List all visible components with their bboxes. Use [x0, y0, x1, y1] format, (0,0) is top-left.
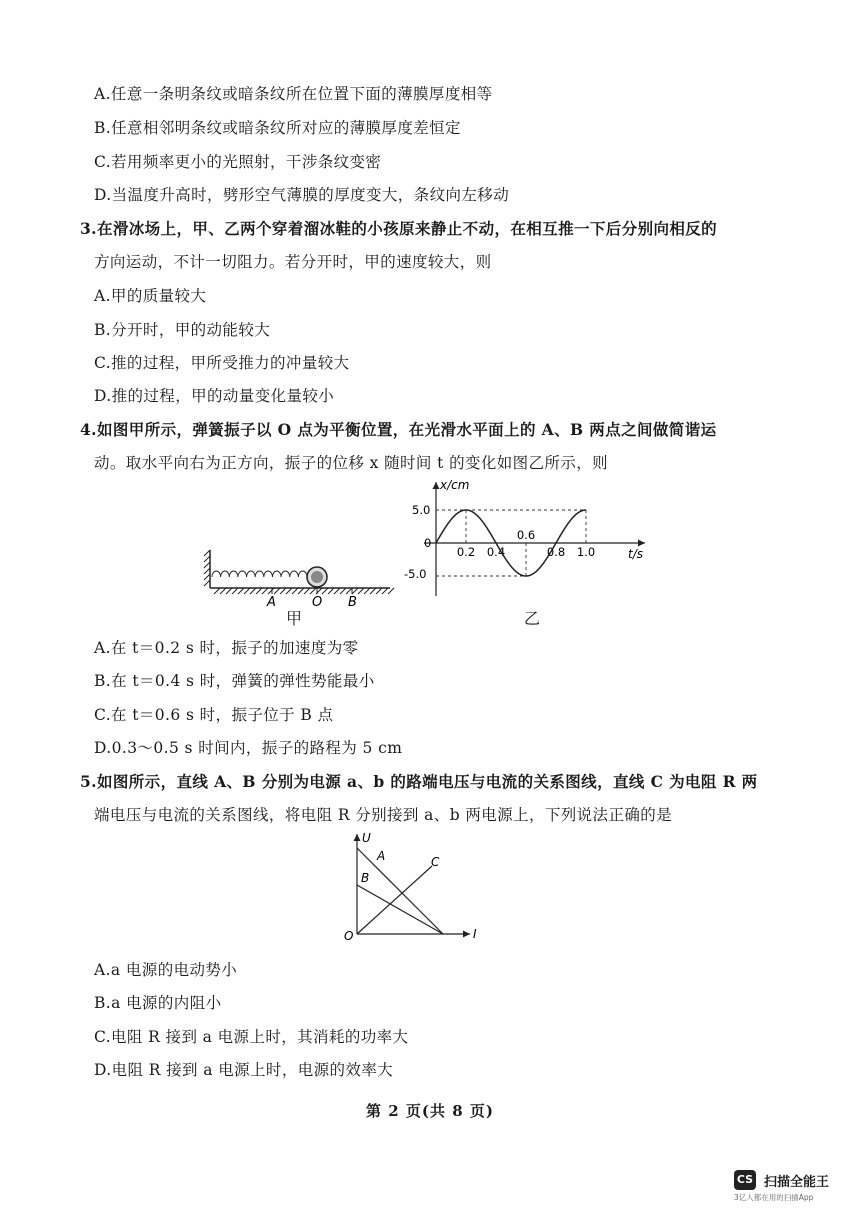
label-o: O [312, 595, 323, 610]
x-axis-label: t/s [628, 547, 643, 561]
q4-option-c: C.在 t＝0.6 s 时，振子位于 B 点 [94, 706, 334, 724]
q5-option-d: D.电阻 R 接到 a 电源上时，电源的效率大 [94, 1061, 394, 1079]
q5-option-b: B.a 电源的内阻小 [94, 994, 222, 1012]
y-tick-top: 5.0 [412, 503, 431, 517]
q5-option-a: A.a 电源的电动势小 [94, 961, 238, 979]
scanner-watermark [734, 1170, 844, 1203]
q2-option-b: B.任意相邻明条纹或暗条纹所对应的薄膜厚度差恒定 [94, 119, 461, 137]
y-axis-label: x/cm [440, 478, 470, 492]
q4-stem-line2: 动。取水平向右为正方向，振子的位移 x 随时间 t 的变化如图乙所示，则 [94, 454, 609, 472]
x-tick-label: 1.0 [576, 545, 596, 559]
line-c-label: C [431, 855, 440, 869]
line-b [357, 885, 443, 934]
q3-stem-line1: 3.在滑冰场上，甲、乙两个穿着溜冰鞋的小孩原来静止不动，在相互推一下后分别向相反的 [80, 219, 718, 238]
q3-stem-line2: 方向运动，不计一切阻力。若分开时，甲的速度较大，则 [94, 253, 492, 271]
x-tick-label: 0.4 [486, 545, 506, 559]
label-b: B [348, 595, 357, 610]
page-number: 第 2 页(共 8 页) [366, 1102, 494, 1120]
q2-option-c: C.若用频率更小的光照射，干涉条纹变密 [94, 153, 382, 171]
u-axis-label: U [362, 831, 371, 845]
x-tick-label: 0.8 [546, 545, 566, 559]
i-axis-label: I [473, 927, 477, 941]
q3-option-b: B.分开时，甲的动能较大 [94, 321, 271, 339]
line-b-label: B [361, 871, 370, 885]
q2-option-a: A.任意一条明条纹或暗条纹所在位置下面的薄膜厚度相等 [94, 85, 493, 103]
q5-stem-line1: 5.如图所示，直线 A、B 分别为电源 a、b 的路端电压与电流的关系图线，直线 C 为电阻 R 两 [80, 772, 758, 791]
x-tick-label: 0.6 [516, 528, 536, 542]
q3-option-c: C.推的过程，甲所受推力的冲量较大 [94, 354, 350, 372]
label-a: A [267, 595, 276, 610]
ui-graph-figure [340, 830, 490, 945]
q5-stem-line2: 端电压与电流的关系图线，将电阻 R 分别接到 a、b 两电源上，下列说法正确的是 [94, 806, 673, 824]
q3-option-d: D.推的过程，甲的动量变化量较小 [94, 387, 335, 405]
origin-label: 0 [424, 536, 432, 550]
ui-graph-svg [340, 830, 490, 945]
q4-stem-line1: 4.如图甲所示，弹簧振子以 O 点为平衡位置，在光滑水平面上的 A、B 两点之间做简谐运 [80, 420, 717, 439]
watermark-name: 扫描全能王 [763, 1174, 829, 1190]
displacement-time-chart [400, 476, 660, 606]
q2-option-d: D.当温度升高时，劈形空气薄膜的厚度变大，条纹向左移动 [94, 186, 510, 204]
q5-option-c: C.电阻 R 接到 a 电源上时，其消耗的功率大 [94, 1028, 409, 1046]
figure-yi-caption: 乙 [524, 609, 541, 628]
origin-o-label: O [344, 929, 354, 943]
q4-option-b: B.在 t＝0.4 s 时，弹簧的弹性势能最小 [94, 672, 375, 690]
watermark-tagline: 3亿人都在用的扫描App [734, 1193, 814, 1202]
xt-chart-svg [400, 476, 660, 606]
line-a-label: A [377, 849, 386, 863]
q4-option-a: A.在 t＝0.2 s 时，振子的加速度为零 [94, 639, 359, 657]
x-tick-label: 0.2 [456, 545, 476, 559]
q3-option-a: A.甲的质量较大 [94, 287, 207, 305]
y-tick-bottom: -5.0 [404, 567, 427, 581]
q4-option-d: D.0.3～0.5 s 时间内，振子的路程为 5 cm [94, 739, 403, 757]
cs-logo-icon: CS [734, 1170, 756, 1190]
figure-jia-caption: 甲 [286, 609, 303, 628]
